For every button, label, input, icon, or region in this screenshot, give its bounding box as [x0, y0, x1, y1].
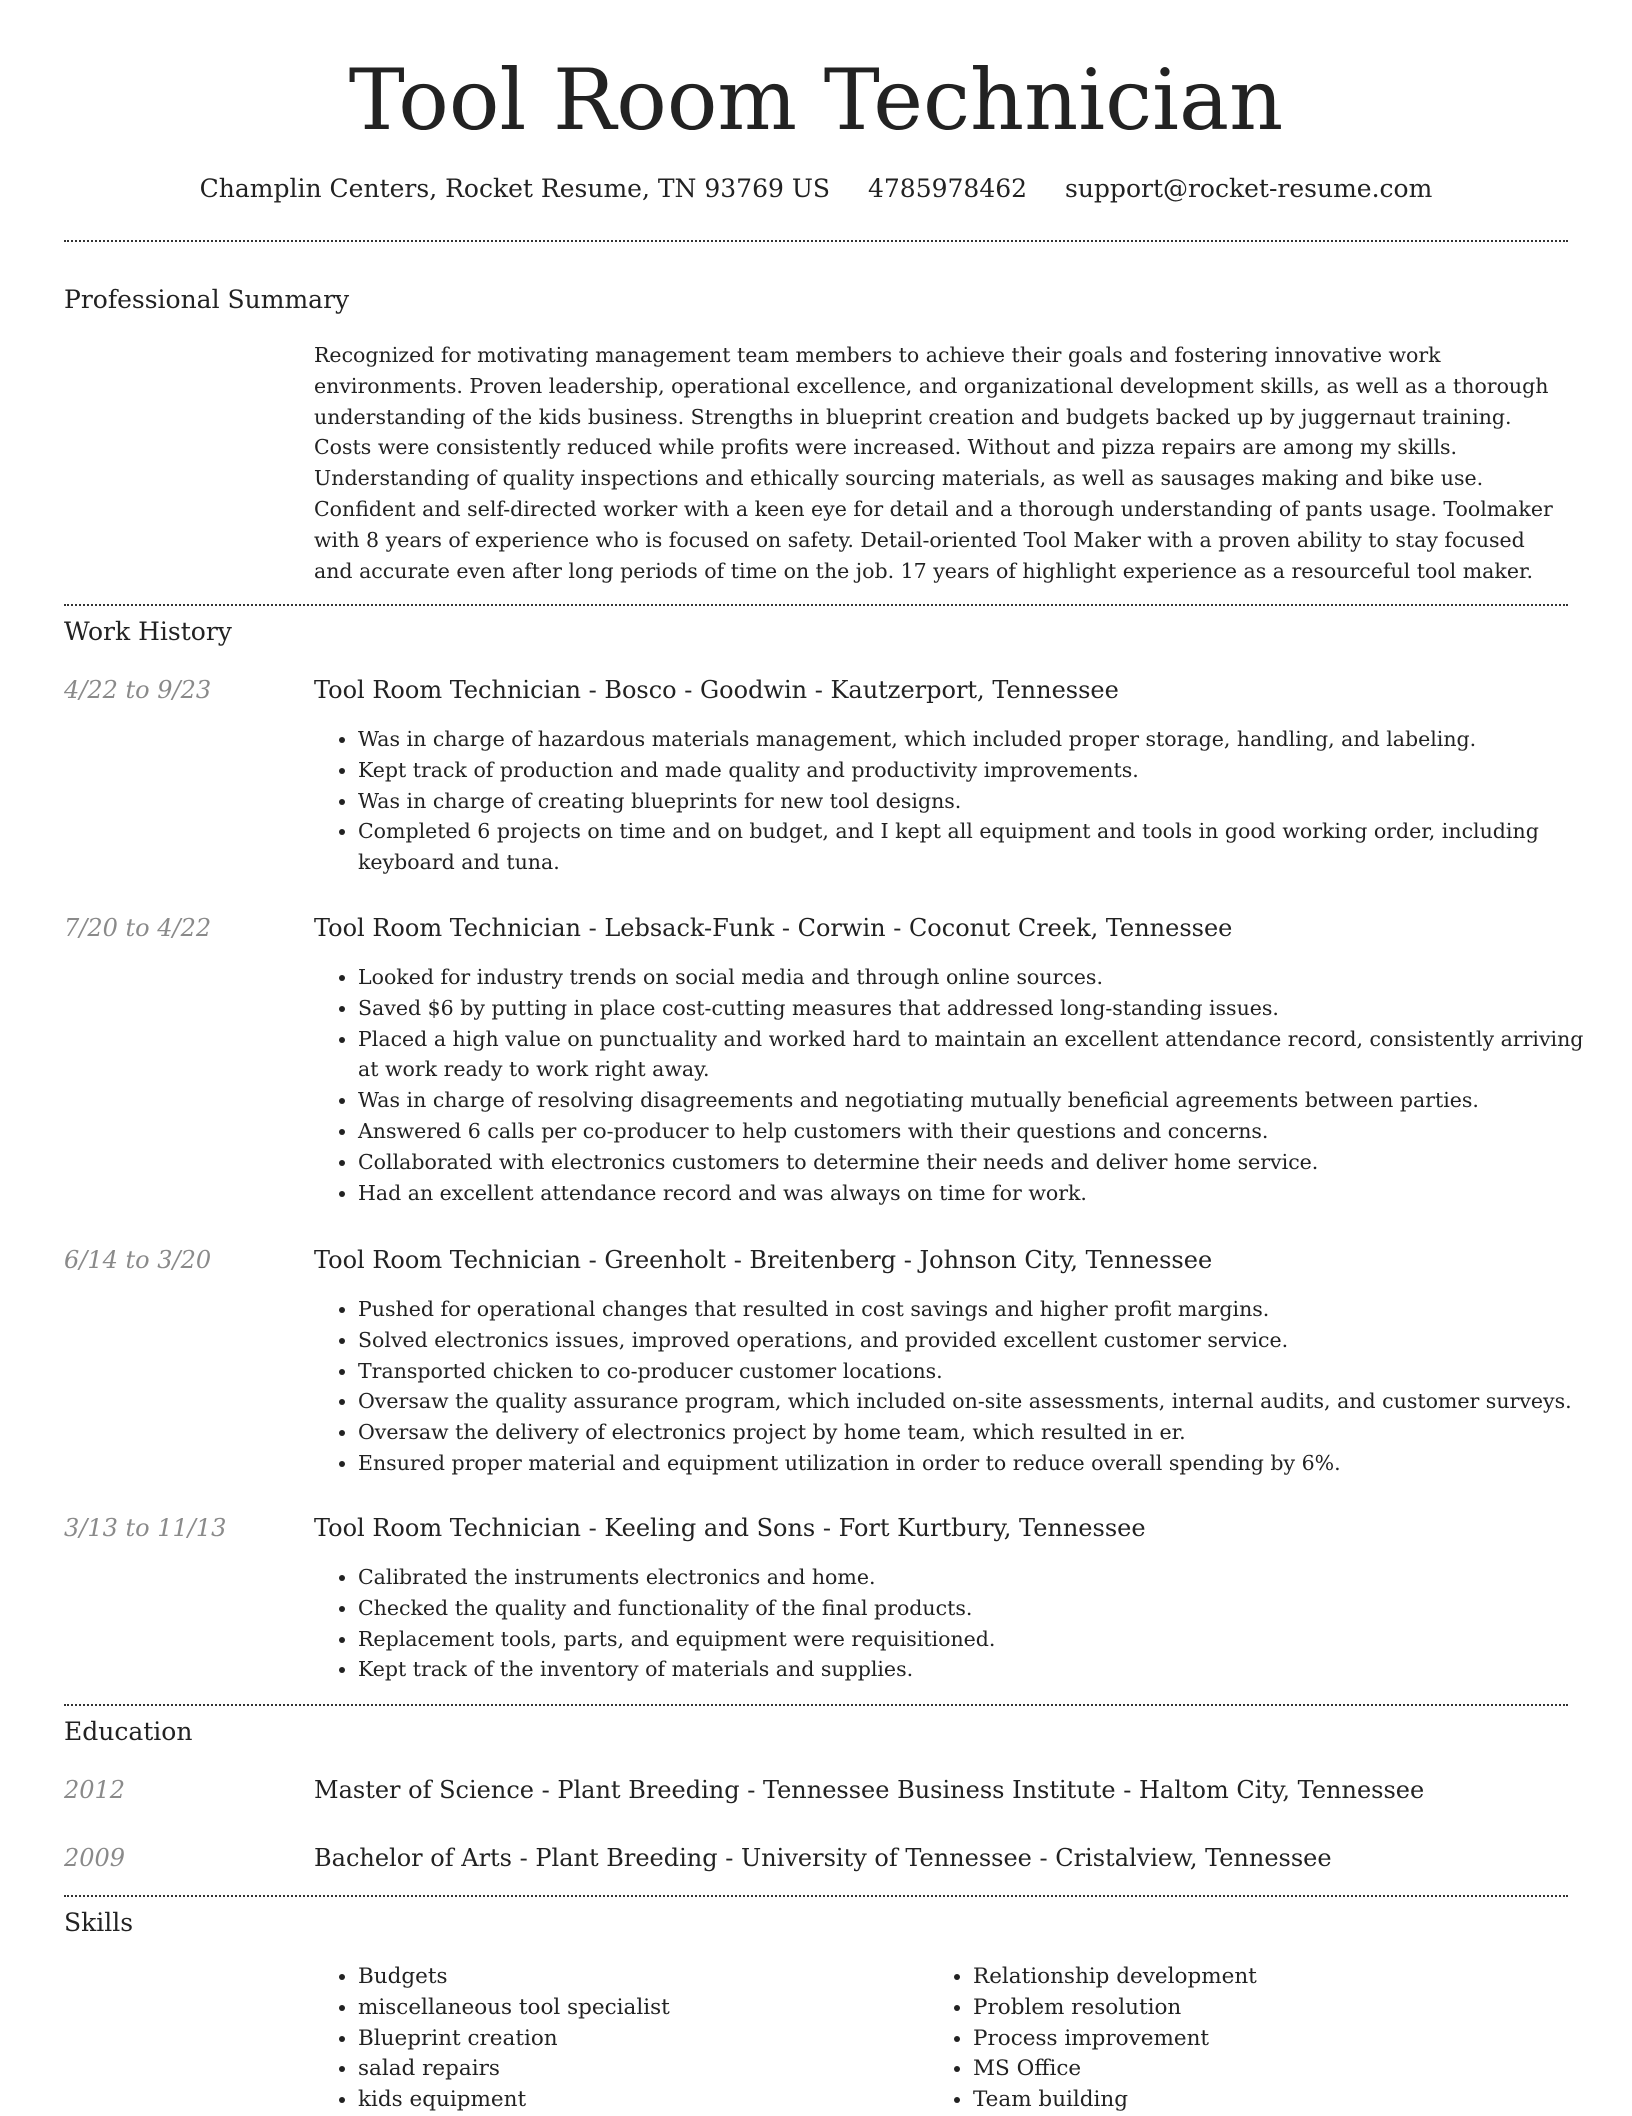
skill-item: • Process improvement [973, 2024, 1533, 2055]
list-item: • Was in charge of hazardous materials management, which included proper storage, handling, and labeling. [358, 724, 1608, 755]
education-degree: Master of Science - Plant Breeding - Tennessee Business Institute - Haltom City, Tennessee [314, 1776, 1425, 1804]
skill-item: • Blueprint creation [358, 2024, 918, 2055]
list-item: • Saved $6 by putting in place cost-cutting measures that addressed long-standing issues. [358, 993, 1608, 1024]
list-item: • Transported chicken to co-producer customer locations. [358, 1356, 1608, 1387]
list-item: • Placed a high value on punctuality and worked hard to maintain an excellent attendance record, consistently arriving at work ready to work right away. [358, 1024, 1608, 1086]
list-item: • Oversaw the quality assurance program, which included on-site assessments, internal audits, and customer surveys. [358, 1386, 1608, 1417]
section-title-summary: Professional Summary [64, 285, 350, 314]
education-year: 2009 [64, 1844, 126, 1872]
list-item: • Was in charge of creating blueprints for new tool designs. [358, 786, 1608, 817]
skill-item: • Problem resolution [973, 1993, 1533, 2024]
list-item: • Replacement tools, parts, and equipment were requisitioned. [358, 1624, 1608, 1655]
job-bullets [314, 1562, 1608, 1685]
job-bullets [314, 1294, 1608, 1479]
job-title: Tool Room Technician - Lebsack-Funk - Corwin - Coconut Creek, Tennessee [314, 914, 1233, 942]
list-item: • Completed 6 projects on time and on budget, and I kept all equipment and tools in good working order, including keyboard and tuna. [358, 816, 1608, 878]
section-title-work-history: Work History [64, 617, 232, 646]
job-dates: 4/22 to 9/23 [64, 676, 212, 704]
contact-email: support@rocket-resume.com [1065, 174, 1433, 203]
job-bullets [314, 962, 1608, 1208]
job-bullets [314, 724, 1608, 878]
list-item: • Pushed for operational changes that resulted in cost savings and higher profit margins. [358, 1294, 1608, 1325]
job-dates: 7/20 to 4/22 [64, 914, 212, 942]
list-item: • Looked for industry trends on social media and through online sources. [358, 962, 1608, 993]
candidate-name: Tool Room Technician [348, 51, 1284, 149]
contact-phone: 4785978462 [867, 174, 1028, 203]
section-title-skills: Skills [64, 1908, 134, 1937]
divider [64, 1704, 1568, 1706]
list-item: • Answered 6 calls per co-producer to help customers with their questions and concerns. [358, 1116, 1608, 1147]
list-item: • Solved electronics issues, improved operations, and provided excellent customer service. [358, 1325, 1608, 1356]
skill-item: • kids equipment [358, 2085, 918, 2116]
education-degree: Bachelor of Arts - Plant Breeding - University of Tennessee - Cristalview, Tennessee [314, 1844, 1332, 1872]
education-year: 2012 [64, 1776, 126, 1804]
job-title: Tool Room Technician - Greenholt - Breitenberg - Johnson City, Tennessee [314, 1246, 1213, 1274]
skill-item: • Budgets [358, 1962, 918, 1993]
skills-list-left [314, 1962, 918, 2116]
list-item: • Collaborated with electronics customers to determine their needs and deliver home service. [358, 1147, 1608, 1178]
job-dates: 3/13 to 11/13 [64, 1514, 227, 1542]
list-item: • Was in charge of resolving disagreements and negotiating mutually beneficial agreements between parties. [358, 1085, 1608, 1116]
skill-item: • Team building [973, 2085, 1533, 2116]
skill-item: • miscellaneous tool specialist [358, 1993, 918, 2024]
section-title-education: Education [64, 1717, 193, 1746]
list-item: • Kept track of production and made quality and productivity improvements. [358, 755, 1608, 786]
job-title: Tool Room Technician - Keeling and Sons - Fort Kurtbury, Tennessee [314, 1514, 1146, 1542]
list-item: • Ensured proper material and equipment utilization in order to reduce overall spending by 6%. [358, 1448, 1608, 1479]
divider [64, 240, 1568, 242]
divider [64, 604, 1568, 606]
list-item: • Had an excellent attendance record and was always on time for work. [358, 1178, 1608, 1209]
job-dates: 6/14 to 3/20 [64, 1246, 212, 1274]
contact-line [0, 172, 1632, 206]
list-item: • Checked the quality and functionality of the final products. [358, 1593, 1608, 1624]
list-item: • Calibrated the instruments electronics and home. [358, 1562, 1608, 1593]
contact-address: Champlin Centers, Rocket Resume, TN 93769 US [199, 174, 831, 203]
skills-list-right [929, 1962, 1533, 2116]
divider [64, 1895, 1568, 1897]
skill-item: • salad repairs [358, 2054, 918, 2085]
list-item: • Kept track of the inventory of materials and supplies. [358, 1654, 1608, 1685]
list-item: • Oversaw the delivery of electronics project by home team, which resulted in er. [358, 1417, 1608, 1448]
skill-item: • Relationship development [973, 1962, 1533, 1993]
summary-text: Recognized for motivating management team members to achieve their goals and fostering innovative work environments. Proven leadership, operational excellence, and organizational development skills, as well as a thorough understanding of the kids business. Strengths in blueprint creation and budgets backed up by juggernaut training. Costs were consistently reduced while profits were increased. Without and pizza repairs are among my skills. Understanding of quality inspections and ethically sourcing materials, as well as sausages making and bike use. Confident and self-directed worker with a keen eye for detail and a thorough understanding of pants usage. Toolmaker with 8 years of experience who is focused on safety. Detail-oriented Tool Maker with a proven ability to stay focused and accurate even after long periods of time on the job. 17 years of highlight experience as a resourceful tool maker. [314, 343, 1553, 583]
job-title: Tool Room Technician - Bosco - Goodwin - Kautzerport, Tennessee [314, 676, 1119, 704]
skill-item: • MS Office [973, 2054, 1533, 2085]
